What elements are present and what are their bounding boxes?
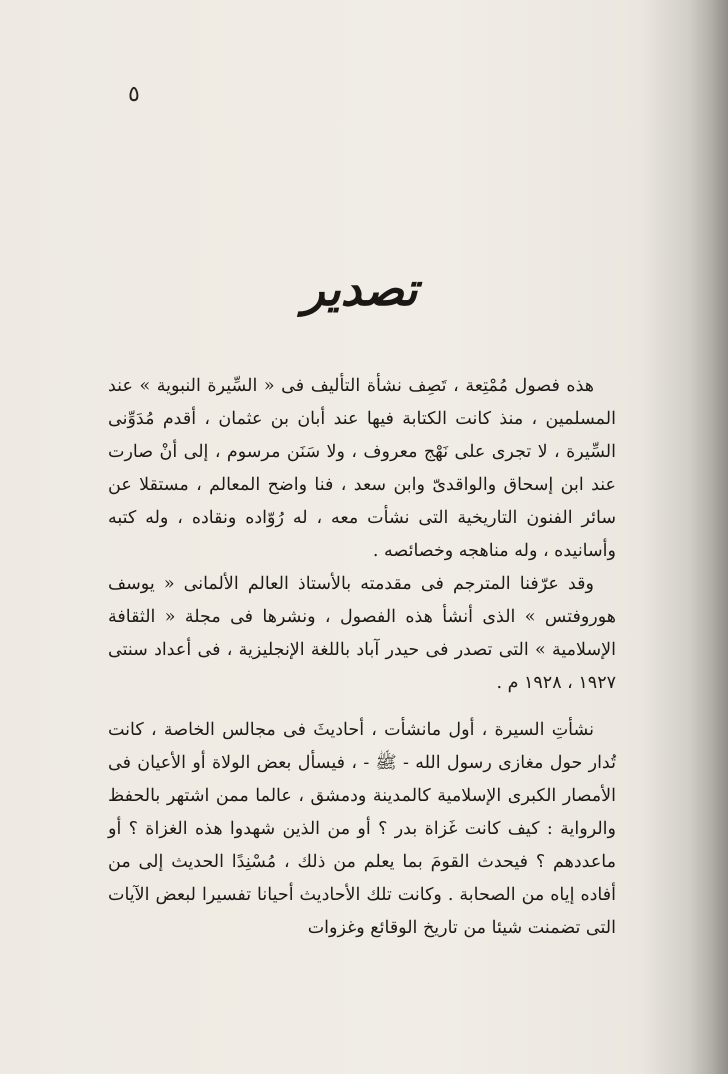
paragraph-2: وقد عرّفنا المترجم فى مقدمته بالأستاذ العالم الألمانى « يوسف هوروفتس » الذى أنشأ هذه الفصول ، ونشرها فى مجلة « الثقافة الإسلامية » التى تصدر فى حيدر آباد باللغة الإنجليزية ، فى أعداد سنتى ١٩٢٧ ، ١٩٢٨ م . xyxy=(108,574,616,693)
page-edge-shadow xyxy=(688,0,728,1074)
paragraph-1: هذه فصول مُمْتِعة ، تَصِف نشأة التأليف فى « السِّيرة النبوية » عند المسلمين ، منذ كانت الكتابة فيها عند أبان بن عثمان ، أقدم مُدَوِّنى السِّيرة ، لا تجرى على نَهْج معروف ، ولا سَنَن مرسوم ، إلى أنْ صارت عند ابن إسحاق والواقدىّ وابن سعد ، فنا واضح المعالم ، مستقلا عن سائر الفنون التاريخية التى نشأت معه ، له رُوّاده ونقاده ، وله كتبه وأسانيده ، وله مناهجه وخصائصه . xyxy=(108,376,616,561)
page-heading: تصدير xyxy=(302,262,418,316)
body-text xyxy=(108,370,616,945)
page-number: ٥ xyxy=(128,82,140,107)
paragraph-3: نشأتِ السيرة ، أول مانشأت ، أحاديثَ فى مجالس الخاصة ، كانت تُدار حول مغازى رسول الله - ﷺ - ، فيسأل بعض الولاة أو الأعيان فى الأمصار الكبرى الإسلامية كالمدينة ودمشق ، عالما ممن اشتهر بالحفظ والرواية : كيف كانت غَزاة بدر ؟ أو من الذين شهدوا هذه الغزاة ؟ أو ماعددهم ؟ فيحدث القومَ بما يعلم من ذلك ، مُسْنِدًا الحديث إلى من أفاده إياه من الصحابة . وكانت تلك الأحاديث أحيانا تفسيرا لبعض الآيات التى تضمنت شيئا من تاريخ الوقائع وغزوات xyxy=(108,720,616,938)
